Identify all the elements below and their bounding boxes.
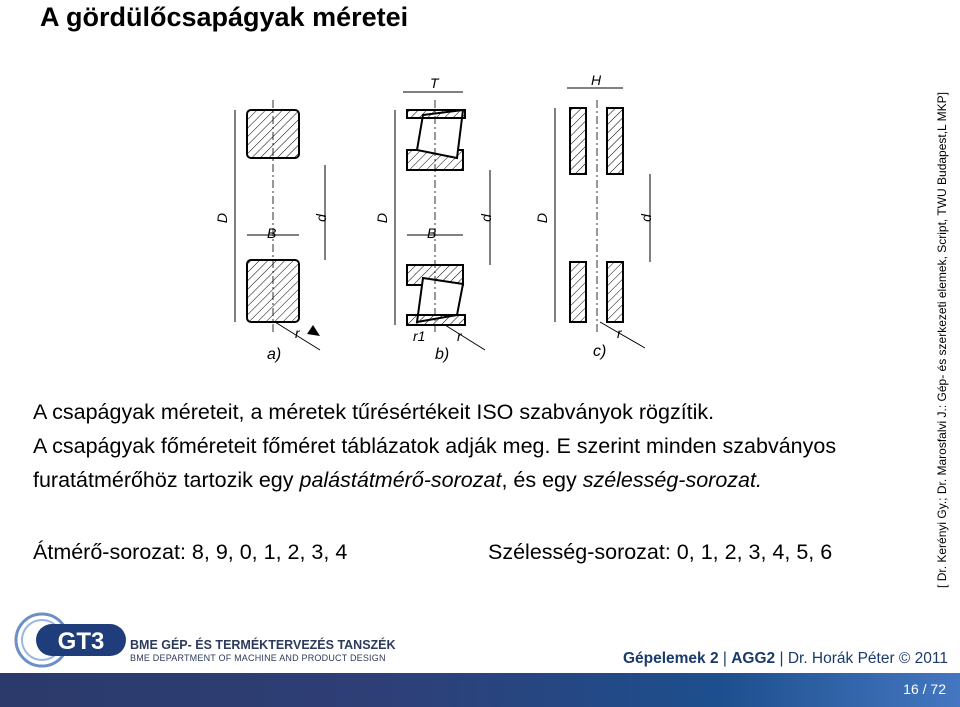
dim-r-a: r: [295, 325, 300, 341]
course-info: [623, 650, 948, 668]
dim-T-b: T: [430, 75, 439, 91]
diameter-series: Átmérő-sorozat: 8, 9, 0, 1, 2, 3, 4: [33, 540, 348, 564]
separator: |: [718, 650, 732, 667]
department-name-en: BME DEPARTMENT OF MACHINE AND PRODUCT DESIGN: [130, 653, 386, 663]
author: Dr. Horák Péter © 2011: [787, 650, 948, 667]
logo-text: GT3: [57, 628, 105, 655]
dim-B-b: B: [427, 225, 437, 241]
body-text: [33, 395, 903, 497]
source-reference: [930, 60, 954, 620]
dim-d-c: d: [637, 214, 654, 222]
dim-D-c: D: [534, 212, 551, 224]
separator: |: [775, 650, 788, 667]
dim-D-a: D: [214, 212, 231, 224]
dim-D-b: D: [374, 212, 391, 224]
department-name-hu: BME GÉP- ÉS TERMÉKTERVEZÉS TANSZÉK: [130, 638, 396, 652]
dim-H-c: H: [591, 72, 602, 88]
paragraph-iso: A csapágyak méreteit, a méretek tűrésértékeit ISO szabványok rögzítik.: [33, 400, 715, 424]
figure-label-c: c): [593, 343, 607, 360]
dim-r-c: r: [617, 325, 622, 341]
figure-label-b: b): [435, 346, 450, 363]
course-code: AGG2: [731, 650, 776, 667]
dim-r-b: r: [457, 328, 462, 344]
department-name: [130, 638, 396, 663]
width-series-term: szélesség-sorozat.: [582, 468, 762, 492]
paragraph-text-2: , és egy: [501, 468, 583, 492]
footer-bar: [0, 673, 960, 707]
paragraph-text-1: A csapágyak főméreteit főméret táblázatok adják meg. E szerint minden szabványos furatátmérőhöz tartozik egy: [33, 434, 837, 492]
width-series: Szélesség-sorozat: 0, 1, 2, 3, 4, 5, 6: [488, 540, 833, 564]
dim-d-a: d: [312, 214, 329, 222]
bearing-b: [395, 92, 490, 350]
bearing-c: [555, 88, 650, 348]
bearing-dimensions-figure: [195, 70, 715, 370]
paragraph-main-dimensions: [33, 429, 903, 497]
series-row: [33, 537, 913, 567]
page-title: A gördülőcsapágyak méretei: [40, 2, 409, 32]
dim-B-a: B: [267, 225, 277, 241]
dim-r1-b: r1: [413, 328, 426, 344]
outer-diameter-series-term: palástátmérő-sorozat: [299, 468, 502, 492]
course-name: Gépelemek 2: [622, 650, 719, 667]
dim-d-b: d: [477, 214, 494, 222]
figure-label-a: a): [267, 346, 282, 363]
source-reference-text: [ Dr. Kerényi Gy.; Dr. Marosfalvi J.: Gép- és szerkezeti elemek, Script, TWU Budapest,L MKP]: [935, 92, 949, 588]
page-number: 16 / 72: [903, 681, 946, 697]
footer: [0, 610, 960, 707]
gt3-logo: [14, 610, 129, 670]
bearing-a: [235, 100, 325, 350]
